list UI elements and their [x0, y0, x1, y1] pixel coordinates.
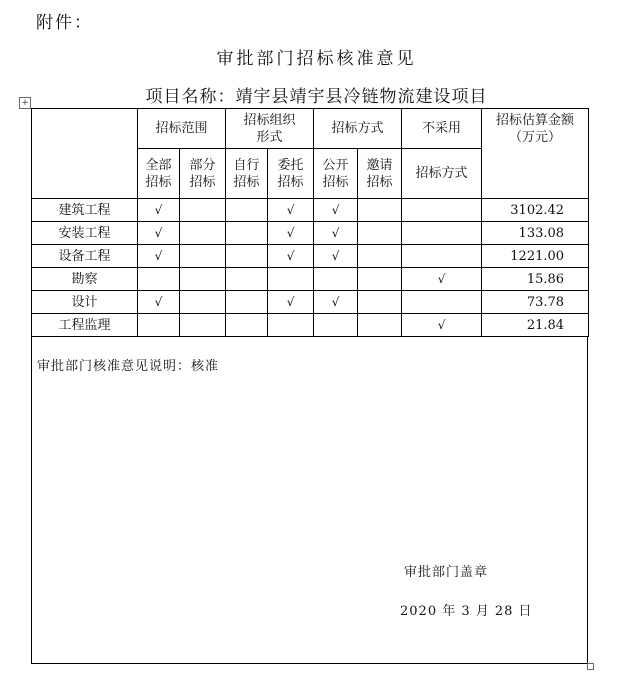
cell-open: √: [314, 291, 358, 314]
cell-amount: 73.78: [482, 291, 589, 314]
cell-amount: 21.84: [482, 314, 589, 337]
row-name: 勘察: [32, 268, 138, 291]
table-row: [32, 199, 589, 222]
table-row: [32, 291, 589, 314]
cell-full: √: [138, 199, 180, 222]
table-row: [32, 245, 589, 268]
cell-partial: [180, 314, 226, 337]
subheader-entrust: 委托招标: [268, 149, 314, 199]
table-row: [32, 268, 589, 291]
cell-partial: [180, 245, 226, 268]
header-not-used: 不采用: [402, 109, 482, 149]
cell-invite: [358, 314, 402, 337]
cell-none: [402, 222, 482, 245]
subheader-not-used: 招标方式: [402, 149, 482, 199]
subheader-self: 自行招标: [226, 149, 268, 199]
approval-date: 2020 年 3 月 28 日: [400, 604, 533, 619]
header-amount: 招标估算金额（万元）: [482, 109, 589, 199]
cell-entrust: √: [268, 222, 314, 245]
row-name: 设备工程: [32, 245, 138, 268]
cell-invite: [358, 199, 402, 222]
cell-open: √: [314, 199, 358, 222]
cell-self: [226, 222, 268, 245]
cell-invite: [358, 222, 402, 245]
cell-none: [402, 199, 482, 222]
cell-self: [226, 291, 268, 314]
cell-none: [402, 291, 482, 314]
opinion-box: [31, 337, 588, 664]
header-org: 招标组织形式: [226, 109, 314, 149]
cell-partial: [180, 291, 226, 314]
table-move-handle-icon[interactable]: +: [19, 97, 31, 109]
cell-entrust: √: [268, 199, 314, 222]
table-resize-handle-icon[interactable]: [587, 663, 594, 670]
cell-open: [314, 268, 358, 291]
header-row-1: [32, 109, 589, 149]
header-scope: 招标范围: [138, 109, 226, 149]
cell-entrust: √: [268, 245, 314, 268]
header-method: 招标方式: [314, 109, 402, 149]
corner-cell: [32, 109, 138, 199]
document-title: 审批部门招标核准意见: [216, 49, 417, 69]
cell-entrust: [268, 268, 314, 291]
attachment-label: 附件：: [36, 13, 93, 33]
cell-invite: [358, 291, 402, 314]
cell-invite: [358, 268, 402, 291]
cell-open: √: [314, 245, 358, 268]
cell-none: [402, 245, 482, 268]
cell-entrust: [268, 314, 314, 337]
cell-self: [226, 199, 268, 222]
cell-full: [138, 268, 180, 291]
row-name: 建筑工程: [32, 199, 138, 222]
cell-open: [314, 314, 358, 337]
row-name: 设计: [32, 291, 138, 314]
cell-open: √: [314, 222, 358, 245]
cell-amount: 133.08: [482, 222, 589, 245]
cell-none: √: [402, 314, 482, 337]
cell-amount: 3102.42: [482, 199, 589, 222]
cell-partial: [180, 199, 226, 222]
subheader-invite: 邀请招标: [358, 149, 402, 199]
opinion-text: 审批部门核准意见说明：核准: [37, 359, 220, 374]
row-name: 工程监理: [32, 314, 138, 337]
cell-full: √: [138, 222, 180, 245]
cell-full: √: [138, 245, 180, 268]
cell-partial: [180, 268, 226, 291]
tender-table: [31, 108, 589, 337]
cell-self: [226, 245, 268, 268]
table-row: [32, 222, 589, 245]
subheader-open: 公开招标: [314, 149, 358, 199]
cell-amount: 1221.00: [482, 245, 589, 268]
cell-full: [138, 314, 180, 337]
table-row: [32, 314, 589, 337]
cell-entrust: √: [268, 291, 314, 314]
cell-amount: 15.86: [482, 268, 589, 291]
subheader-full: 全部招标: [138, 149, 180, 199]
row-name: 安装工程: [32, 222, 138, 245]
cell-partial: [180, 222, 226, 245]
cell-none: √: [402, 268, 482, 291]
cell-invite: [358, 245, 402, 268]
cell-self: [226, 268, 268, 291]
subheader-partial: 部分招标: [180, 149, 226, 199]
project-name: 项目名称：靖宇县靖宇县冷链物流建设项目: [145, 87, 488, 107]
cell-self: [226, 314, 268, 337]
seal-label: 审批部门盖章: [404, 565, 489, 580]
cell-full: √: [138, 291, 180, 314]
